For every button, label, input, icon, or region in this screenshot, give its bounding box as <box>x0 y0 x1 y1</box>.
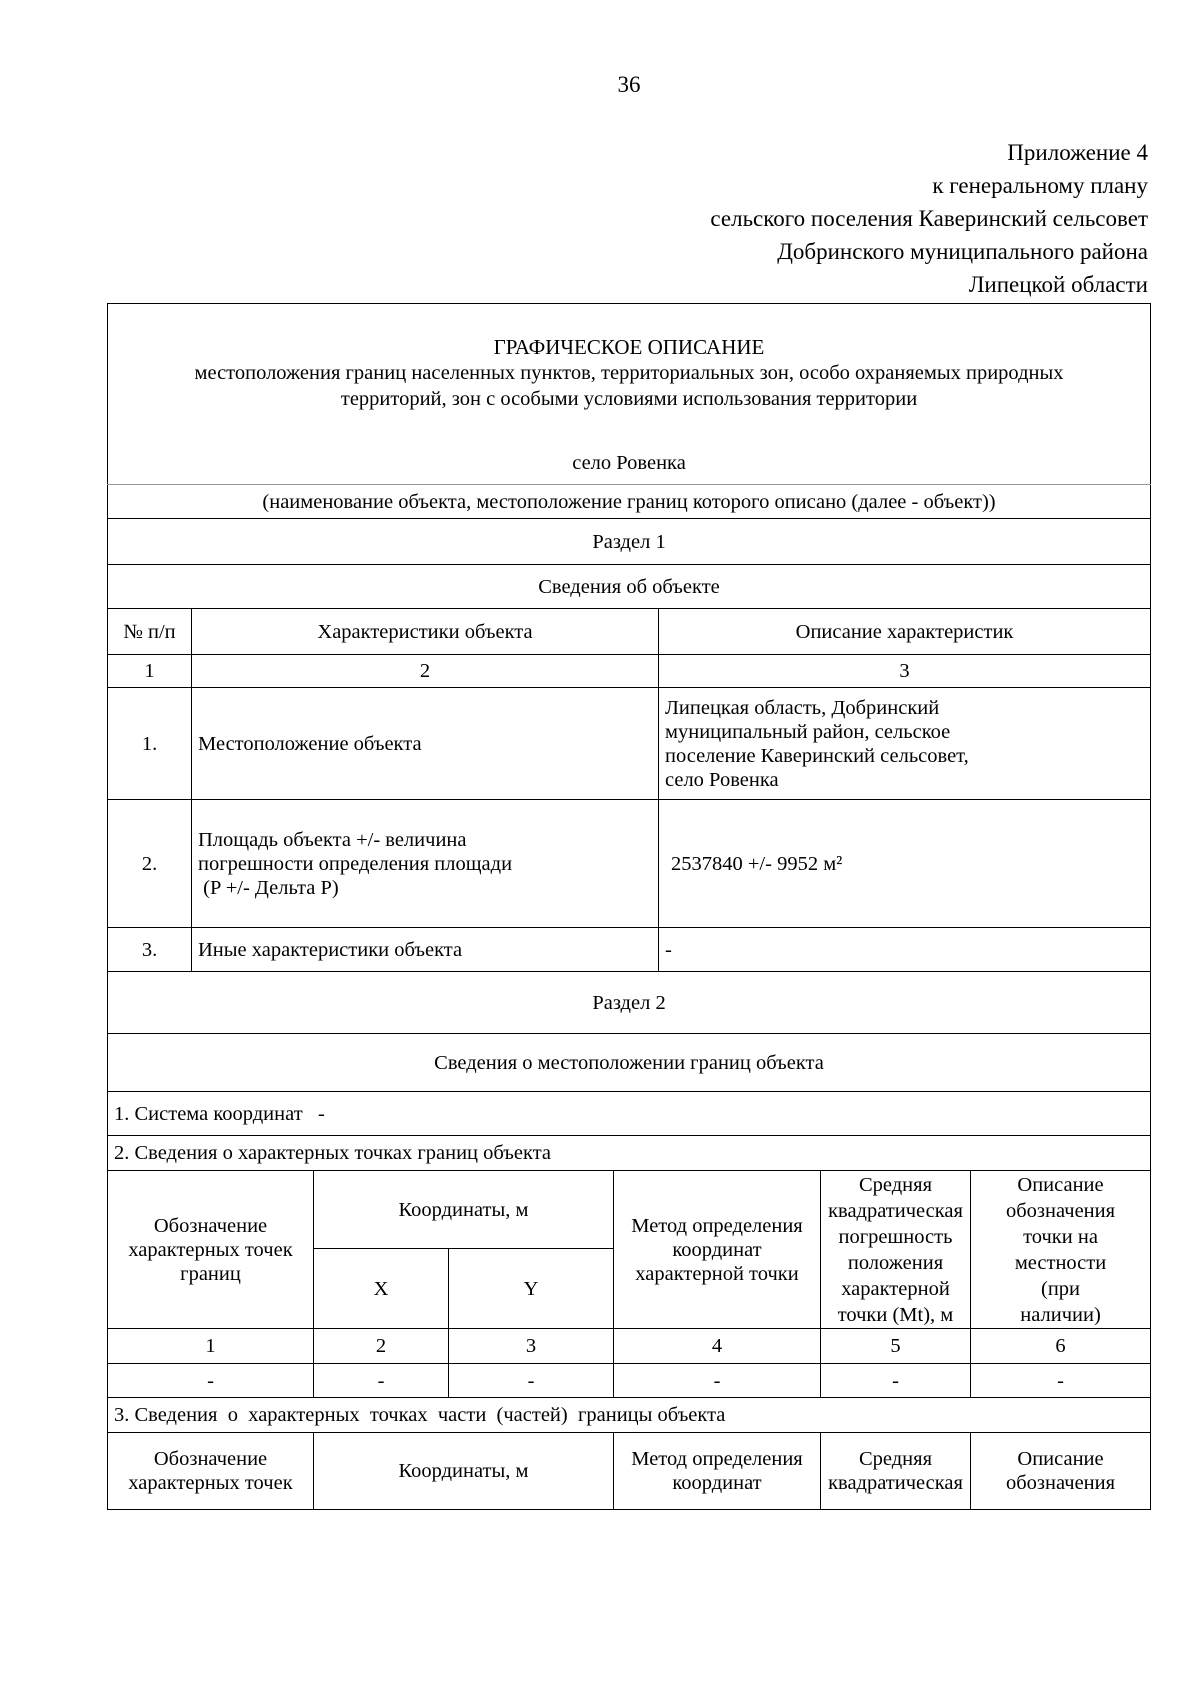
row-num: 1. <box>108 688 192 800</box>
points-col-number: 4 <box>614 1329 821 1364</box>
points-header-error: Средняя квадратическая погрешность положения характерной точки (Mt), м <box>821 1171 971 1329</box>
description-table <box>107 303 1151 1510</box>
appendix-block <box>710 136 1148 301</box>
object-name: село Ровенка <box>572 452 686 474</box>
appendix-line: сельского поселения Каверинский сельсовет <box>710 206 1148 231</box>
points-cell: - <box>314 1364 449 1398</box>
points-header-y: Y <box>449 1249 614 1329</box>
points-header-coords: Координаты, м <box>314 1171 614 1249</box>
row-characteristic: Иные характеристики объекта <box>192 928 659 972</box>
points-cell: - <box>449 1364 614 1398</box>
object-caption: (наименование объекта, местоположение границ которого описано (далее - объект)) <box>108 485 1151 519</box>
parts-header-coords: Координаты, м <box>314 1433 614 1510</box>
points-title: 2. Сведения о характерных точках границ объекта <box>108 1136 1151 1171</box>
appendix-line: к генеральному плану <box>932 173 1148 198</box>
row-characteristic: Площадь объекта +/- величина погрешности определения площади (P +/- Дельта P) <box>192 800 659 928</box>
title-cell <box>108 304 1151 485</box>
row-num: 2. <box>108 800 192 928</box>
parts-header-description: Описание обозначения <box>971 1433 1151 1510</box>
points-header-designation: Обозначение характерных точек границ <box>108 1171 314 1329</box>
points-col-number: 2 <box>314 1329 449 1364</box>
parts-header-error: Средняя квадратическая <box>821 1433 971 1510</box>
page-number: 36 <box>617 72 641 97</box>
row-characteristic: Местоположение объекта <box>192 688 659 800</box>
row-description: Липецкая область, Добринский муниципальный район, сельское поселение Каверинский сельсовет, село Ровенка <box>659 688 1151 800</box>
coord-system: 1. Система координат - <box>108 1092 1151 1136</box>
doc-subheading: территорий, зон с особыми условиями использования территории <box>340 388 918 410</box>
points-col-number: 1 <box>108 1329 314 1364</box>
parts-title: 3. Сведения о характерных точках части (частей) границы объекта <box>108 1398 1151 1433</box>
row-num: 3. <box>108 928 192 972</box>
section2-subtitle: Сведения о местоположении границ объекта <box>108 1034 1151 1092</box>
points-header-x: X <box>314 1249 449 1329</box>
section2-label: Раздел 2 <box>108 972 1151 1034</box>
parts-header-method: Метод определения координат <box>614 1433 821 1510</box>
col-number: 1 <box>108 655 192 688</box>
points-col-number: 5 <box>821 1329 971 1364</box>
doc-subheading: местоположения границ населенных пунктов, территориальных зон, особо охраняемых природных <box>194 362 1064 384</box>
doc-heading: ГРАФИЧЕСКОЕ ОПИСАНИЕ <box>493 335 765 359</box>
header-description: Описание характеристик <box>659 609 1151 655</box>
col-number: 2 <box>192 655 659 688</box>
header-num: № п/п <box>108 609 192 655</box>
points-cell: - <box>108 1364 314 1398</box>
points-header-method: Метод определения координат характерной точки <box>614 1171 821 1329</box>
points-col-number: 3 <box>449 1329 614 1364</box>
appendix-line: Добринского муниципального района <box>777 239 1148 264</box>
appendix-line: Приложение 4 <box>1007 140 1148 165</box>
section1-label: Раздел 1 <box>108 519 1151 565</box>
points-header-description: Описание обозначения точки на местности (при наличии) <box>971 1171 1151 1329</box>
header-characteristic: Характеристики объекта <box>192 609 659 655</box>
row-description: - <box>659 928 1151 972</box>
parts-header-designation: Обозначение характерных точек <box>108 1433 314 1510</box>
points-cell: - <box>971 1364 1151 1398</box>
row-description: 2537840 +/- 9952 м² <box>659 800 1151 928</box>
points-col-number: 6 <box>971 1329 1151 1364</box>
col-number: 3 <box>659 655 1151 688</box>
points-cell: - <box>821 1364 971 1398</box>
appendix-line: Липецкой области <box>968 272 1148 297</box>
points-cell: - <box>614 1364 821 1398</box>
section1-subtitle: Сведения об объекте <box>108 565 1151 609</box>
